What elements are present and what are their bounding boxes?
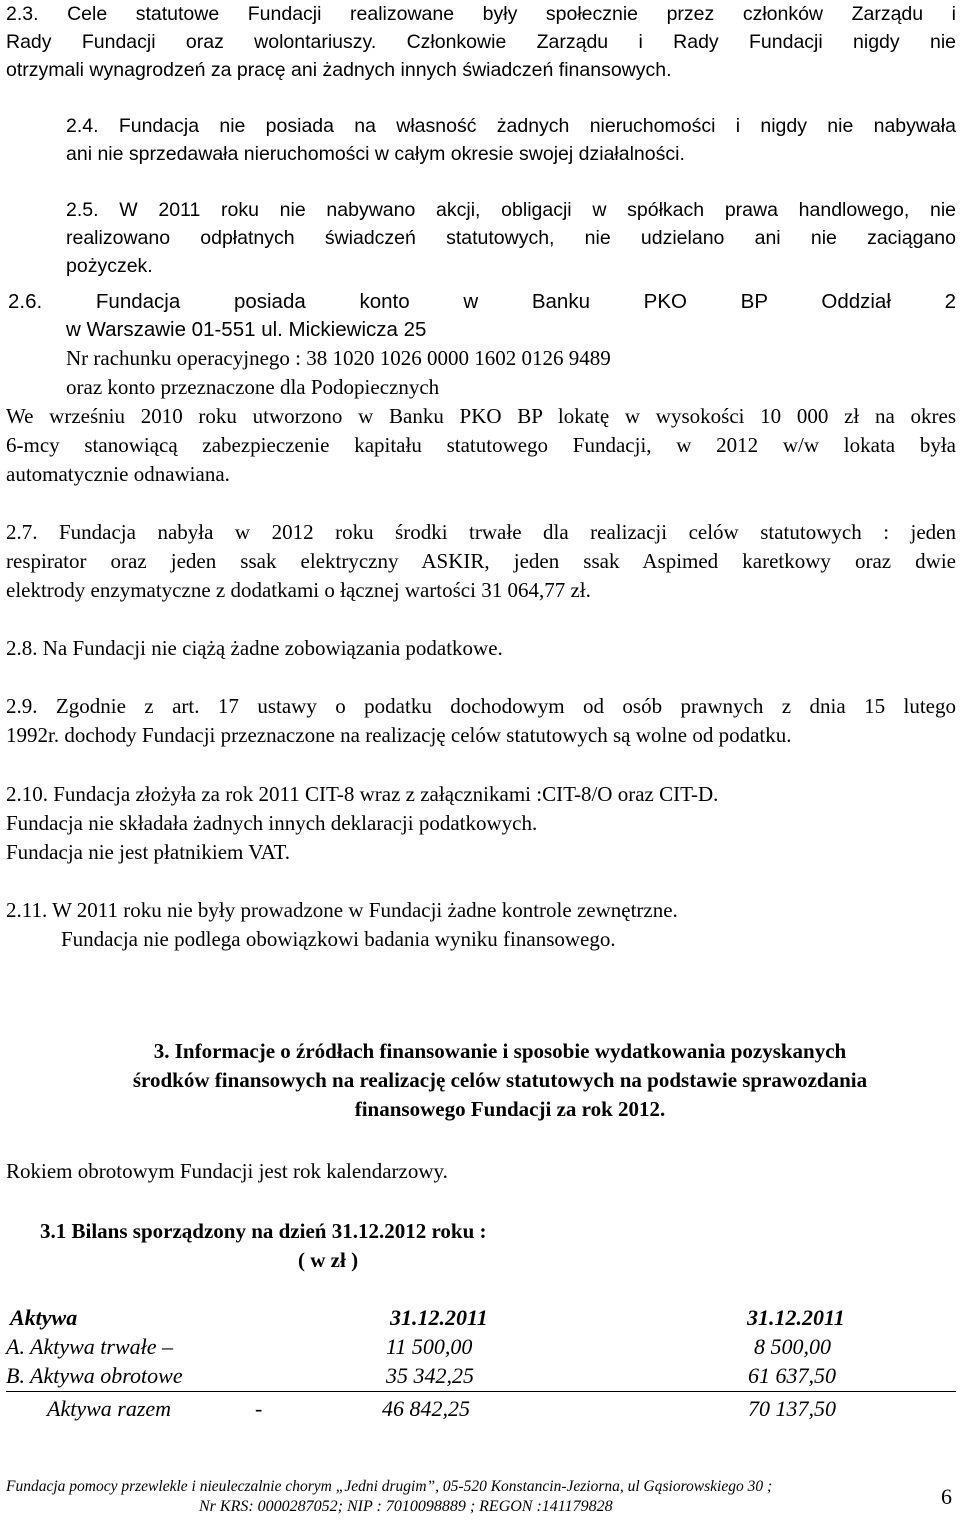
section-2-8-line-1: 2.8. Na Fundacji nie ciążą żadne zobowiązania podatkowe. <box>6 636 503 660</box>
row-fixed-assets-col-1: 11 500,00 <box>386 1334 473 1359</box>
section-2-10-line-3: Fundacja nie jest płatnikiem VAT. <box>6 840 291 864</box>
section-2-3-line-1: 2.3. Cele statutowe Fundacji realizowane były społecznie przez członków Zarządu i <box>6 3 956 25</box>
row-current-assets-col-2: 61 637,50 <box>748 1363 836 1388</box>
footer-line-2: Nr KRS: 0000287052; NIP : 7010098889 ; REGON :141179828 <box>199 1498 613 1515</box>
row-fixed-assets-col-2: 8 500,00 <box>754 1334 831 1359</box>
section-2-6-line-3: Nr rachunku operacyjnego : 38 1020 1026 0000 1602 0126 9489 <box>66 346 611 370</box>
section-2-5 <box>66 196 956 280</box>
balance-title <box>40 1217 940 1246</box>
section-3-heading-line-3: finansowego Fundacji za rok 2012. <box>354 1097 666 1121</box>
section-2-6-deposit <box>6 402 956 489</box>
page-number: 6 <box>941 1484 952 1509</box>
section-2-7 <box>6 518 956 605</box>
section-2-6-line-1: 2.6. Fundacja posiada konto w Banku PKO BP Oddział 2 <box>8 290 956 313</box>
section-2-4-line-1: 2.4. Fundacja nie posiada na własność żadnych nieruchomości i nigdy nie nabywała <box>66 115 956 137</box>
section-2-10-line-1: 2.10. Fundacja złożyła za rok 2011 CIT-8 wraz z załącznikami :CIT-8/O oraz CIT-D. <box>6 782 719 806</box>
balance-unit-text: ( w zł ) <box>298 1248 359 1272</box>
section-2-9-line-1: 2.9. Zgodnie z art. 17 ustawy o podatku dochodowym od osób prawnych z dnia 15 lutego <box>6 694 956 718</box>
section-3-heading <box>0 1037 960 1095</box>
total-dash: - <box>255 1396 263 1421</box>
balance-title-text: 3.1 Bilans sporządzony na dzień 31.12.2012 roku : <box>40 1219 487 1243</box>
row-current-assets-col-1: 35 342,25 <box>386 1363 474 1388</box>
header-label: Aktywa <box>10 1305 78 1330</box>
section-2-3-line-2: Rady Fundacji oraz wolontariuszy. Członkowie Zarządu i Rady Fundacji nigdy nie <box>6 31 956 53</box>
section-2-10-line-2: Fundacja nie składała żadnych innych deklaracji podatkowych. <box>6 811 538 835</box>
section-2-11 <box>6 896 956 925</box>
section-2-11-line-1: 2.11. W 2011 roku nie były prowadzone w Fundacji żadne kontrole zewnętrzne. <box>6 898 678 922</box>
section-2-8 <box>6 634 956 663</box>
total-col-2: 70 137,50 <box>748 1396 836 1421</box>
section-3-heading-line-2: środków finansowych na realizację celów statutowych na podstawie sprawozdania <box>132 1068 868 1092</box>
section-2-7-line-3: elektrody enzymatyczne z dodatkami o łącznej wartości 31 064,77 zł. <box>6 578 591 602</box>
section-2-6-line-2: w Warszawie 01-551 ul. Mickiewicza 25 <box>66 318 427 341</box>
section-2-6-address <box>66 316 956 344</box>
total-col-1: 46 842,25 <box>382 1396 470 1421</box>
balance-table-row <box>0 1361 960 1390</box>
section-2-6 <box>8 288 956 316</box>
section-2-4 <box>66 112 956 140</box>
section-2-4b <box>66 140 956 168</box>
total-label: Aktywa razem <box>47 1396 172 1421</box>
row-label-fixed-assets: A. Aktywa trwałe – <box>6 1334 174 1359</box>
header-col-2: 31.12.2011 <box>747 1305 845 1330</box>
section-2-6-para-line-2: 6-mcy stanowiącą zabezpieczenie kapitału statutowego Fundacji, w 2012 w/w lokata była <box>6 433 956 457</box>
section-2-11-line-2: Fundacja nie podlega obowiązkowi badania wyniku finansowego. <box>61 927 616 951</box>
section-2-6-para-line-1: We wrześniu 2010 roku utworzono w Banku PKO BP lokatę w wysokości 10 000 zł na okres <box>6 404 956 428</box>
section-2-10 <box>6 780 956 867</box>
balance-table-header <box>0 1303 960 1332</box>
balance-table-row <box>0 1332 960 1361</box>
fiscal-year-text: Rokiem obrotowym Fundacji jest rok kalendarzowy. <box>6 1159 448 1183</box>
section-2-6-accounts <box>66 344 956 402</box>
section-2-3-line-3: otrzymali wynagrodzeń za pracę ani żadnych innych świadczeń finansowych. <box>6 59 672 81</box>
section-2-9 <box>6 692 956 750</box>
balance-table <box>0 1303 960 1423</box>
section-2-6-line-4: oraz konto przeznaczone dla Podopiecznych <box>66 375 440 399</box>
section-2-7-line-2: respirator oraz jeden ssak elektryczny ASKIR, jeden ssak Aspimed karetkowy oraz dwie <box>6 549 956 573</box>
section-2-4-line-2: ani nie sprzedawała nieruchomości w całym okresie swojej działalności. <box>66 143 685 165</box>
footer-line-1: Fundacja pomocy przewlekle i nieuleczalnie chorym „Jedni drugim”, 05-520 Konstancin-Jeziorna, ul Gąsiorowskiego 30 ; <box>6 1478 773 1495</box>
section-2-11b <box>61 925 956 954</box>
balance-table-total <box>0 1394 960 1423</box>
fiscal-year-note <box>6 1157 956 1186</box>
section-2-3 <box>6 0 956 84</box>
section-2-5-line-1: 2.5. W 2011 roku nie nabywano akcji, obligacji w spółkach prawa handlowego, nie <box>66 199 956 221</box>
section-2-5-line-3: pożyczek. <box>66 255 153 277</box>
section-2-5-line-2: realizowano odpłatnych świadczeń statutowych, nie udzielano ani nie zaciągano <box>66 227 956 249</box>
row-label-current-assets: B. Aktywa obrotowe <box>6 1363 183 1388</box>
section-2-9-line-2: 1992r. dochody Fundacji przeznaczone na realizację celów statutowych są wolne od podatku. <box>6 723 792 747</box>
balance-unit <box>298 1246 598 1275</box>
section-2-7-line-1: 2.7. Fundacja nabyła w 2012 roku środki trwałe dla realizacji celów statutowych : jeden <box>6 520 956 544</box>
section-2-6-para-line-3: automatycznie odnawiana. <box>6 462 230 486</box>
header-col-1: 31.12.2011 <box>390 1305 488 1330</box>
table-rule <box>6 1391 956 1392</box>
section-3-heading-line-1: 3. Informacje o źródłach finansowanie i sposobie wydatkowania pozyskanych <box>153 1039 847 1063</box>
section-3-heading-end <box>0 1095 960 1124</box>
